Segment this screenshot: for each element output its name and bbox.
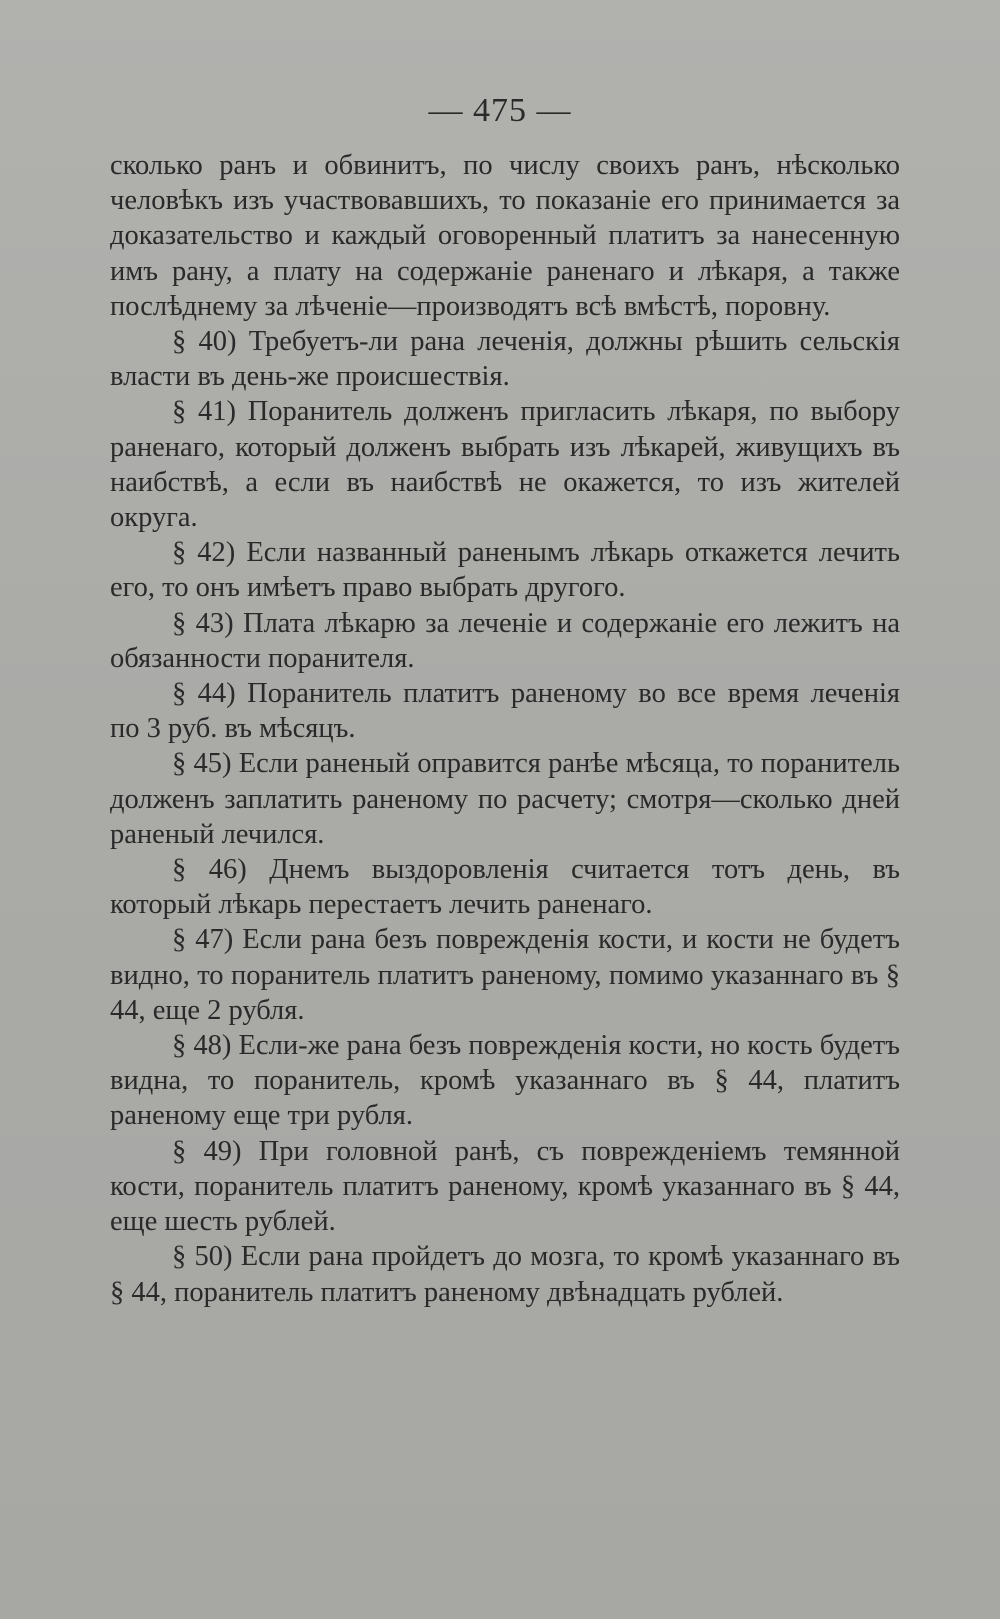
paragraph-section-48: § 48) Если-же рана безъ поврежденія кости, но кость будетъ видна, то поранитель, кромѣ указаннаго въ § 44, платитъ раненому еще три рубля. (110, 1030, 900, 1132)
paragraph-section-46: § 46) Днемъ выздоровленія считается тотъ день, въ который лѣкарь перестаетъ лечить раненаго. (110, 854, 900, 921)
paragraph-section-50: § 50) Если рана пройдетъ до мозга, то кромѣ указаннаго въ § 44, поранитель платитъ раненому двѣнадцать рублей. (110, 1241, 900, 1308)
paragraph-section-49: § 49) При головной ранѣ, съ поврежденіемъ темянной кости, поранитель платитъ раненому, кромѣ указаннаго въ § 44, еще шесть рублей. (110, 1135, 900, 1238)
paragraph-section-41: § 41) Поранитель долженъ пригласить лѣкаря, по выбору раненаго, который долженъ выбрать изъ лѣкарей, живущихъ въ наибствѣ, а если въ наибствѣ не окажется, то изъ жителей округа. (110, 396, 900, 534)
paragraph-section-43: § 43) Плата лѣкарю за леченіе и содержаніе его лежитъ на обязанности поранителя. (110, 607, 900, 674)
paragraph-section-42: § 42) Если названный раненымъ лѣкарь откажется лечить его, то онъ имѣетъ право выбрать другого. (110, 537, 900, 604)
paragraph-section-47: § 47) Если рана безъ поврежденія кости, и кости не будетъ видно, то поранитель платитъ раненому, помимо указаннаго въ § 44, еще 2 рубля. (110, 924, 900, 1026)
page-number: — 475 — (428, 92, 572, 129)
paragraph-section-40: § 40) Требуетъ-ли рана леченія, должны рѣшить сельскія власти въ день-же происшествія. (110, 326, 900, 393)
paragraph-continuation: сколько ранъ и обвинитъ, по числу своихъ ранъ, нѣсколько человѣкъ изъ участвовавшихъ, то показаніе его принимается за доказательство и каждый оговоренный платитъ за нанесенную имъ рану, а плату на содержаніе раненаго и лѣкаря, а также послѣднему за лѣченіе—производятъ всѣ вмѣстѣ, поровну. (110, 150, 900, 322)
paragraph-section-45: § 45) Если раненый оправится ранѣе мѣсяца, то поранитель долженъ заплатить раненому по расчету; смотря—сколько дней раненый лечился. (110, 748, 900, 850)
body-text (110, 148, 900, 1310)
paragraph-section-44: § 44) Поранитель платитъ раненому во все время леченія по 3 руб. въ мѣсяцъ. (110, 678, 900, 745)
